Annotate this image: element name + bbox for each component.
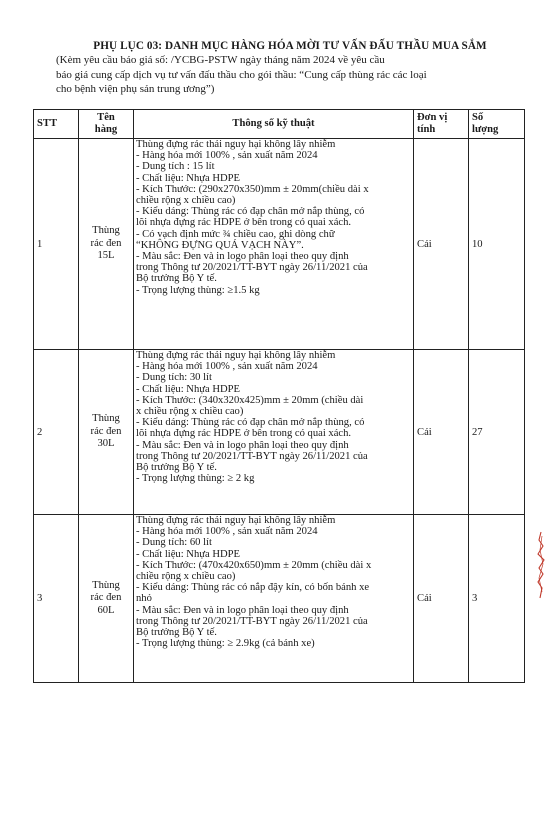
spec-line: - Hàng hóa mới 100% , sản xuất năm 2024 <box>136 526 318 538</box>
spec-line: - Chất liệu: Nhựa HDPE <box>136 172 241 184</box>
spec-line: - Trọng lượng thùng: ≥1.5 kg <box>136 284 260 296</box>
signature-mark <box>536 530 546 600</box>
row-stt: 3 <box>34 515 79 683</box>
spec-line: - Kiểu dáng: Thùng rác có đạp chân mở nắp thùng, có <box>136 206 365 218</box>
spec-line: - Màu sắc: Đen và in logo phân loại theo quy định <box>136 604 349 616</box>
intro-line: báo giá cung cấp dịch vụ tư vấn đấu thầu cho gói thầu: “Cung cấp thùng rác các loại <box>56 68 427 81</box>
spec-line: chiều rộng x chiều cao) <box>136 195 236 207</box>
row-name-line: Thùng <box>92 225 120 237</box>
row-qty: 27 <box>469 350 525 515</box>
spec-line: lõi nhựa đựng rác HDPE ở bên trong có quai xách. <box>136 428 352 440</box>
row-name-line: rác đen <box>90 425 122 437</box>
row-name <box>79 350 134 515</box>
spec-line: Bộ trưởng Bộ Y tế. <box>136 273 217 285</box>
row-name-line: Thùng <box>92 413 120 425</box>
spec-line: nhỏ <box>136 593 152 605</box>
table-row <box>34 515 525 683</box>
row-name-line: rác đen <box>90 592 122 604</box>
intro-line: (Kèm yêu cầu báo giá số: /YCBG-PSTW ngày tháng năm 2024 về yêu cầu <box>56 54 385 66</box>
row-stt: 1 <box>34 139 79 350</box>
spec-line: chiều rộng x chiều cao) <box>136 571 236 583</box>
spec-line: - Dung tích: 30 lít <box>136 372 212 384</box>
spec-line: - Chất liệu: Nhựa HDPE <box>136 548 241 560</box>
spec-line: x chiều rộng x chiều cao) <box>136 406 244 418</box>
spec-line: - Trọng lượng thùng: ≥ 2 kg <box>136 473 255 485</box>
spec-line: - Màu sắc: Đen và in logo phân loại theo quy định <box>136 251 349 263</box>
spec-line: - Có vạch định mức ¾ chiều cao, ghi dòng chữ <box>136 228 335 240</box>
row-name-line: 15L <box>97 250 115 262</box>
spec-line: - Hàng hóa mới 100% , sản xuất năm 2024 <box>136 150 318 162</box>
spec-line: Thùng đựng rác thải nguy hại không lây nhiễm <box>136 350 336 361</box>
row-stt: 2 <box>34 350 79 515</box>
row-name <box>79 515 134 683</box>
row-name <box>79 139 134 350</box>
row-unit: Cái <box>414 515 469 683</box>
header-qty-line: Số <box>472 112 484 123</box>
row-spec <box>134 350 414 515</box>
header-unit <box>414 110 469 139</box>
page-title: PHỤ LỤC 03: DANH MỤC HÀNG HÓA MỜI TƯ VẤN ĐẤU THẦU MUA SẮM <box>93 40 487 52</box>
spec-line: “KHÔNG ĐỰNG QUÁ VẠCH NÀY”. <box>136 239 304 251</box>
spec-line: trong Thông tư 20/2021/TT-BYT ngày 26/11/2021 của <box>136 615 368 627</box>
row-unit: Cái <box>414 139 469 350</box>
spec-line: Bộ trưởng Bộ Y tế. <box>136 627 217 639</box>
spec-line: Bộ trưởng Bộ Y tế. <box>136 462 217 474</box>
spec-line: - Dung tích: 60 lít <box>136 537 212 549</box>
spec-line: trong Thông tư 20/2021/TT-BYT ngày 26/11/2021 của <box>136 450 368 462</box>
header-qty-line: lượng <box>472 124 499 135</box>
row-spec <box>134 515 414 683</box>
row-name-line: rác đen <box>90 237 122 249</box>
spec-line: - Dung tích : 15 lít <box>136 161 215 173</box>
table-header-row <box>34 110 525 139</box>
spec-line: trong Thông tư 20/2021/TT-BYT ngày 26/11/2021 của <box>136 262 368 274</box>
header-stt: STT <box>34 110 79 139</box>
row-unit: Cái <box>414 350 469 515</box>
spec-line: - Trọng lượng thùng: ≥ 2.9kg (cả bánh xe) <box>136 638 315 650</box>
spec-line: - Chất liệu: Nhựa HDPE <box>136 383 241 395</box>
header-name <box>79 110 134 139</box>
spec-line: - Kiểu dáng: Thùng rác có đạp chân mở nắp thùng, có <box>136 417 365 429</box>
spec-line: lõi nhựa đựng rác HDPE ở bên trong có quai xách. <box>136 217 352 229</box>
row-name-line: 30L <box>97 438 115 450</box>
spec-line: Thùng đựng rác thải nguy hại không lây nhiễm <box>136 515 336 526</box>
header-name-line: hàng <box>94 124 118 135</box>
row-qty: 10 <box>469 139 525 350</box>
spec-line: - Kiểu dáng: Thùng rác có nắp đậy kín, có bốn bánh xe <box>136 582 370 594</box>
intro-paragraph <box>56 53 526 97</box>
row-name-line: Thùng <box>92 579 120 591</box>
spec-line: - Hàng hóa mới 100% , sản xuất năm 2024 <box>136 361 318 373</box>
header-name-line: Tên <box>97 112 115 123</box>
header-unit-line: tính <box>417 124 436 135</box>
spec-line: - Kích Thước: (290x270x350)mm ± 20mm(chiều dài x <box>136 183 369 195</box>
row-name-line: 60L <box>97 604 115 616</box>
spec-line: Thùng đựng rác thải nguy hại không lây nhiễm <box>136 139 336 150</box>
spec-line: - Kích Thước: (470x420x650)mm ± 20mm (chiều dài x <box>136 559 372 571</box>
spec-line: - Kích Thước: (340x320x425)mm ± 20mm (chiều dài <box>136 394 364 406</box>
header-spec: Thông số kỹ thuật <box>134 110 414 139</box>
intro-line: cho bệnh viện phụ sản trung ương”) <box>56 83 215 95</box>
table-row <box>34 139 525 350</box>
goods-table <box>33 109 525 683</box>
header-unit-line: Đơn vị <box>417 112 448 123</box>
spec-line: - Màu sắc: Đen và in logo phân loại theo quy định <box>136 439 349 451</box>
row-qty: 3 <box>469 515 525 683</box>
table-row <box>34 350 525 515</box>
header-qty <box>469 110 525 139</box>
row-spec <box>134 139 414 350</box>
